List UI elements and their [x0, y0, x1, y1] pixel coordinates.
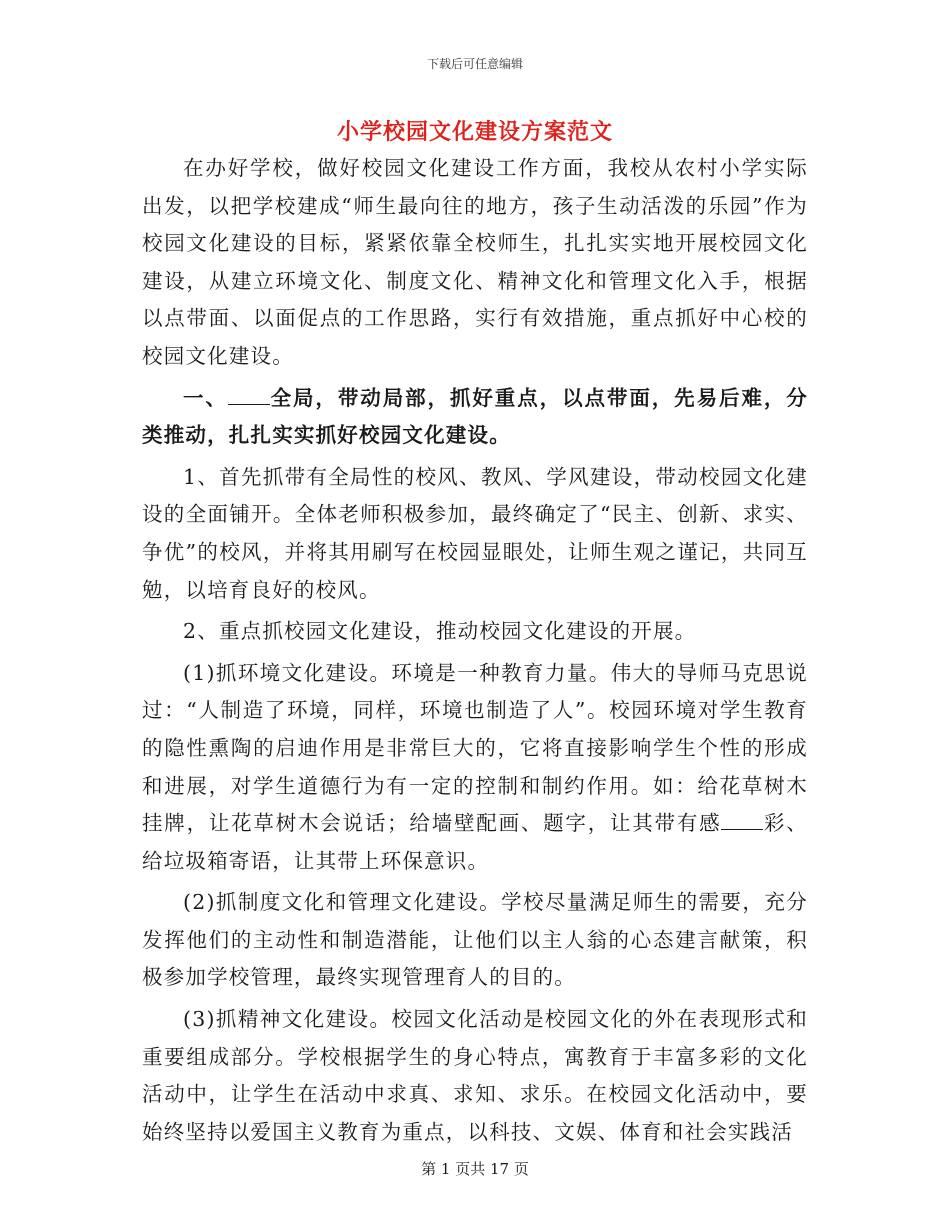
blank-underline — [228, 383, 270, 405]
header-note: 下载后可任意编辑 — [426, 57, 523, 71]
paragraph-environment — [142, 655, 808, 881]
paragraph-system: (2)抓制度文化和管理文化建设。学校尽量满足师生的需要，充分发挥他们的主动性和制造潜能，让他们以主人翁的心态建言献策，积极参加学校管理，最终实现管理育人的目的。 — [142, 890, 808, 990]
environment-tail: 彩、给垃圾箱寄语，让其带上环保意识。 — [142, 811, 808, 873]
paragraph-item-1: 1、首先抓带有全局性的校风、教风、学风建设，带动校园文化建设的全面铺开。全体老师积极参加，最终确定了“民主、创新、求实、争优”的校风，并将其用刷写在校园显眼处，让师生观之谨记，共同互勉，以培育良好的校风。 — [142, 464, 808, 602]
paragraph-section-one — [142, 380, 808, 455]
blank-underline — [721, 809, 763, 831]
section-one-prefix: 一、 — [183, 385, 228, 410]
paragraph-item-2: 2、重点抓校园文化建设，推动校园文化建设的开展。 — [183, 619, 697, 644]
section-one-text: 全局，带动局部，抓好重点，以点带面，先易后难，分类推动，扎扎实实抓好校园文化建设。 — [142, 385, 808, 448]
page-footer: 第 1 页共 17 页 — [421, 1160, 529, 1178]
environment-text: (1)抓环境文化建设。环境是一种教育力量。伟大的导师马克思说过：“人制造了环境，同样，环境也制造了人”。校园环境对学生教育的隐性熏陶的启迪作用是非常巨大的，它将直接影响学生个性的形成和进展，对学生道德行为有一定的控制和制约作用。如：给花草树木挂牌，让花草树木会说话；给墙壁配画、题字，让其带有感 — [142, 660, 808, 836]
document-body — [142, 150, 808, 1155]
paragraph-intro: 在办好学校，做好校园文化建设工作方面，我校从农村小学实际出发，以把学校建成“师生最向往的地方，孩子生动活泼的乐园”作为校园文化建设的目标，紧紧依靠全校师生，扎扎实实地开展校园文化建设，从建立环境文化、制度文化、精神文化和管理文化入手，根据以点带面、以面促点的工作思路，实行有效措施，重点抓好中心校的校园文化建设。 — [142, 156, 808, 368]
paragraph-spirit: (3)抓精神文化建设。校园文化活动是校园文化的外在表现形式和重要组成部分。学校根据学生的身心特点，寓教育于丰富多彩的文化活动中，让学生在活动中求真、求知、求乐。在校园文化活动中，要始终坚持以爱国主义教育为重点，以科技、文娱、体育和社会实践活 — [142, 1007, 808, 1144]
document-title: 小学校园文化建设方案范文 — [336, 119, 613, 145]
